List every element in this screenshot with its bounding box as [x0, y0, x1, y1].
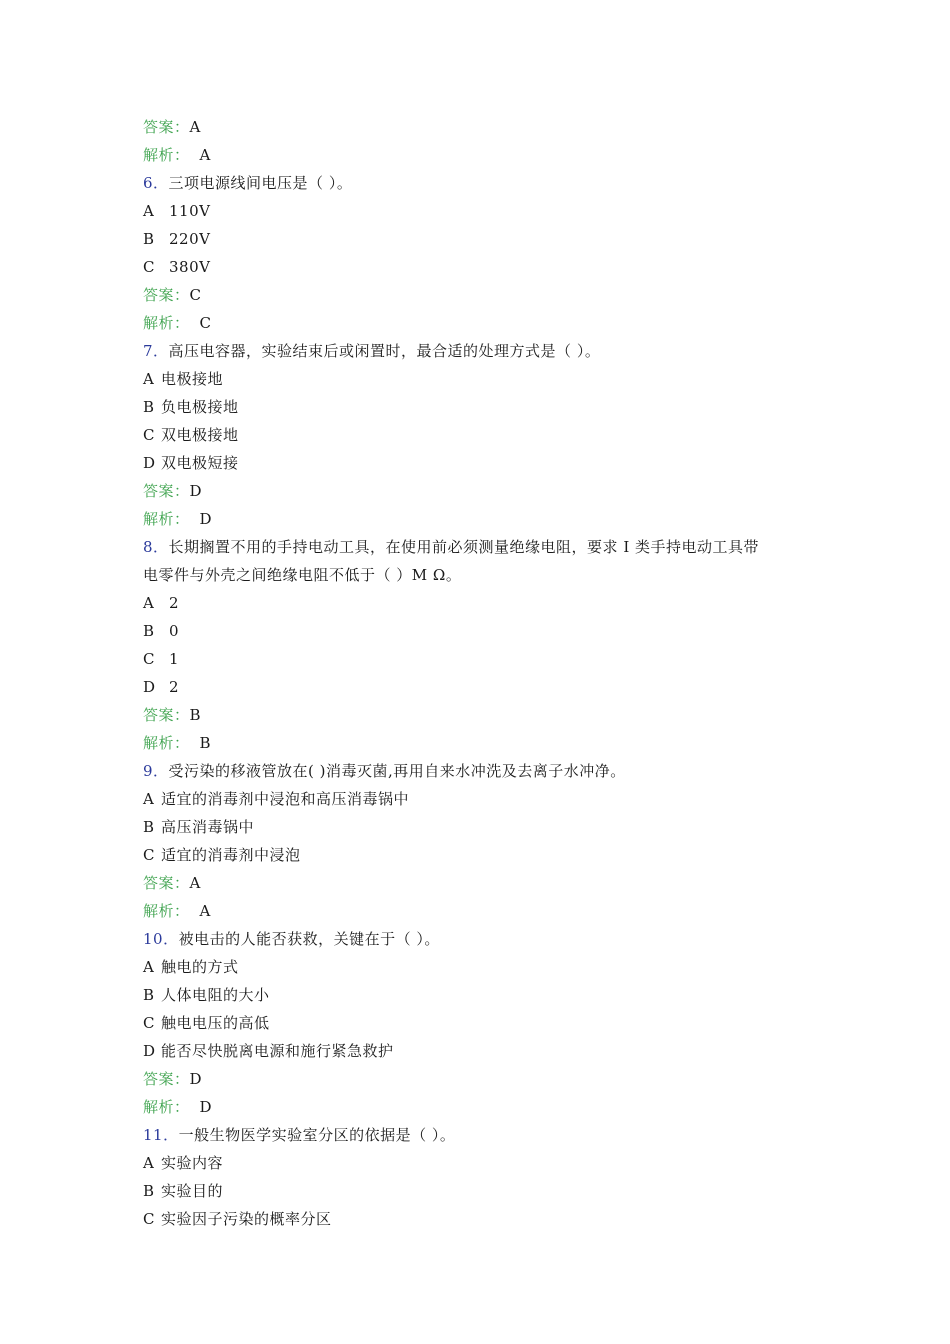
- answer-label: 答案：: [143, 1070, 190, 1088]
- answer-label: 答案：: [143, 286, 190, 304]
- option-a: A 电极接地: [143, 370, 224, 388]
- option-a: A 适宜的消毒剂中浸泡和高压消毒锅中: [143, 790, 410, 808]
- option-c: C 380V: [143, 258, 211, 276]
- option-a: A 2: [143, 594, 180, 612]
- answer-line: [143, 477, 823, 505]
- option-b: B 高压消毒锅中: [143, 818, 255, 836]
- question-9: [143, 757, 823, 785]
- option-b: B 220V: [143, 230, 211, 248]
- question-11: [143, 1121, 823, 1149]
- option-d: D 2: [143, 678, 180, 696]
- analysis-value: C: [199, 314, 212, 332]
- answer-line: [143, 281, 823, 309]
- option-c: C 触电电压的高低: [143, 1014, 270, 1032]
- answer-value: D: [189, 482, 203, 500]
- analysis-line: [143, 729, 823, 757]
- option-c: C 双电极接地: [143, 426, 239, 444]
- answer-line: [143, 869, 823, 897]
- question-text: 一般生物医学实验室分区的依据是（ ）。: [178, 1126, 456, 1144]
- option-a: A 触电的方式: [143, 958, 239, 976]
- analysis-label: 解析：: [143, 510, 190, 528]
- question-text: 受污染的移液管放在( )消毒灭菌,再用自来水冲洗及去离子水冲净。: [168, 762, 626, 780]
- analysis-label: 解析：: [143, 1098, 190, 1116]
- option-b: B 负电极接地: [143, 398, 239, 416]
- question-7: [143, 337, 823, 365]
- option-d: D 双电极短接: [143, 454, 239, 472]
- answer-line: [143, 701, 823, 729]
- question-8-continued: [143, 561, 823, 589]
- question-10: [143, 925, 823, 953]
- answer-label: 答案：: [143, 118, 190, 136]
- analysis-label: 解析：: [143, 146, 190, 164]
- question-number: 10．: [143, 930, 179, 948]
- question-text: 三项电源线间电压是（ ）。: [168, 174, 353, 192]
- document-page: [143, 113, 823, 1233]
- answer-line: [143, 1065, 823, 1093]
- question-6: [143, 169, 823, 197]
- option-a: A 110V: [143, 202, 211, 220]
- analysis-value: A: [199, 146, 211, 164]
- analysis-line: [143, 505, 823, 533]
- analysis-value: B: [199, 734, 212, 752]
- question-number: 11．: [143, 1126, 179, 1144]
- answer-value: D: [189, 1070, 203, 1088]
- question-text-line2: 电零件与外壳之间绝缘电阻不低于（ ）M Ω。: [143, 566, 462, 584]
- analysis-line: [143, 141, 823, 169]
- answer-label: 答案：: [143, 706, 190, 724]
- option-c: C 适宜的消毒剂中浸泡: [143, 846, 301, 864]
- question-text: 被电击的人能否获救，关键在于（ ）。: [178, 930, 440, 948]
- analysis-line: [143, 309, 823, 337]
- question-number: 9．: [143, 762, 169, 780]
- option-b: B 0: [143, 622, 180, 640]
- answer-label: 答案：: [143, 482, 190, 500]
- option-d: D 能否尽快脱离电源和施行紧急救护: [143, 1042, 394, 1060]
- answer-value: A: [189, 874, 201, 892]
- option-c: C 实验因子污染的概率分区: [143, 1210, 332, 1228]
- option-a: A 实验内容: [143, 1154, 224, 1172]
- question-number: 7．: [143, 342, 169, 360]
- analysis-value: D: [199, 510, 213, 528]
- analysis-value: D: [199, 1098, 213, 1116]
- answer-label: 答案：: [143, 874, 190, 892]
- question-number: 8．: [143, 538, 169, 556]
- answer-value: B: [189, 706, 202, 724]
- analysis-line: [143, 897, 823, 925]
- analysis-label: 解析：: [143, 314, 190, 332]
- answer-value: A: [189, 118, 201, 136]
- analysis-label: 解析：: [143, 902, 190, 920]
- analysis-line: [143, 1093, 823, 1121]
- question-number: 6．: [143, 174, 169, 192]
- question-text-line1: 长期搁置不用的手持电动工具，在使用前必须测量绝缘电阻，要求 I 类手持电动工具带: [168, 538, 760, 556]
- option-b: B 实验目的: [143, 1182, 224, 1200]
- analysis-value: A: [199, 902, 211, 920]
- option-b: B 人体电阻的大小: [143, 986, 270, 1004]
- analysis-label: 解析：: [143, 734, 190, 752]
- answer-value: C: [189, 286, 202, 304]
- question-text: 高压电容器，实验结束后或闲置时，最合适的处理方式是（ ）。: [168, 342, 601, 360]
- answer-line: [143, 113, 823, 141]
- question-8: [143, 533, 823, 561]
- option-c: C 1: [143, 650, 180, 668]
